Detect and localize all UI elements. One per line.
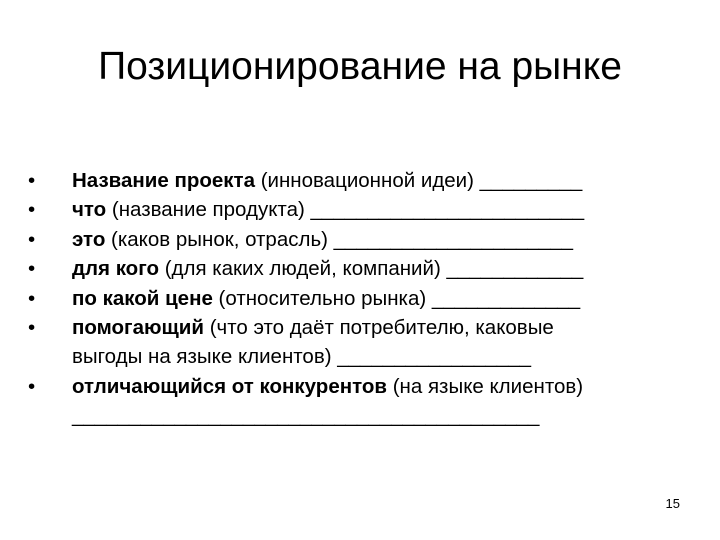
item-term: что bbox=[72, 198, 107, 222]
list-item-line bbox=[72, 372, 688, 401]
page-number: 15 bbox=[665, 496, 680, 511]
list-item bbox=[28, 372, 688, 431]
bullet-icon: • bbox=[28, 316, 36, 340]
item-term: Название проекта bbox=[72, 169, 255, 192]
list-item bbox=[28, 166, 688, 195]
list-item-line bbox=[72, 284, 688, 313]
list-item-line bbox=[72, 195, 688, 224]
item-term: по какой цене bbox=[72, 286, 213, 310]
item-text: (что это даёт потребителю, каковые bbox=[204, 316, 554, 340]
bullet-icon: • bbox=[28, 374, 36, 398]
bullet-icon: • bbox=[28, 227, 36, 251]
list-item bbox=[28, 284, 688, 313]
item-term: помогающий bbox=[72, 316, 204, 340]
item-term: для кого bbox=[72, 257, 159, 281]
item-text: (название продукта) ________________________ bbox=[106, 198, 585, 222]
list-item bbox=[28, 195, 688, 224]
list-item-line bbox=[72, 254, 688, 283]
item-text: (инновационной идеи) _________ bbox=[255, 169, 583, 192]
list-item-line bbox=[72, 225, 688, 254]
item-text: (на языке клиентов) bbox=[387, 374, 584, 398]
list-item-line bbox=[72, 166, 688, 195]
item-text: (для каких людей, компаний) ____________ bbox=[159, 257, 584, 281]
slide-title: Позиционирование на рынке bbox=[98, 45, 622, 88]
bullet-icon: • bbox=[28, 198, 36, 222]
bullet-icon: • bbox=[28, 169, 36, 192]
bullet-icon: • bbox=[28, 257, 36, 281]
list-item bbox=[28, 254, 688, 283]
bullet-list bbox=[28, 166, 688, 431]
list-item bbox=[28, 225, 688, 254]
item-term: это bbox=[72, 227, 106, 251]
item-term: отличающийся от конкурентов bbox=[72, 374, 388, 398]
list-item-line bbox=[72, 313, 688, 342]
item-text: (каков рынок, отрасль) _____________________ bbox=[105, 227, 574, 251]
bullet-icon: • bbox=[28, 286, 36, 310]
list-item bbox=[28, 313, 688, 372]
item-text: (относительно рынка) _____________ bbox=[212, 286, 581, 310]
list-item-continuation: выгоды на языке клиентов) _________________ bbox=[72, 345, 532, 369]
list-item-continuation: _________________________________________ bbox=[72, 404, 540, 428]
